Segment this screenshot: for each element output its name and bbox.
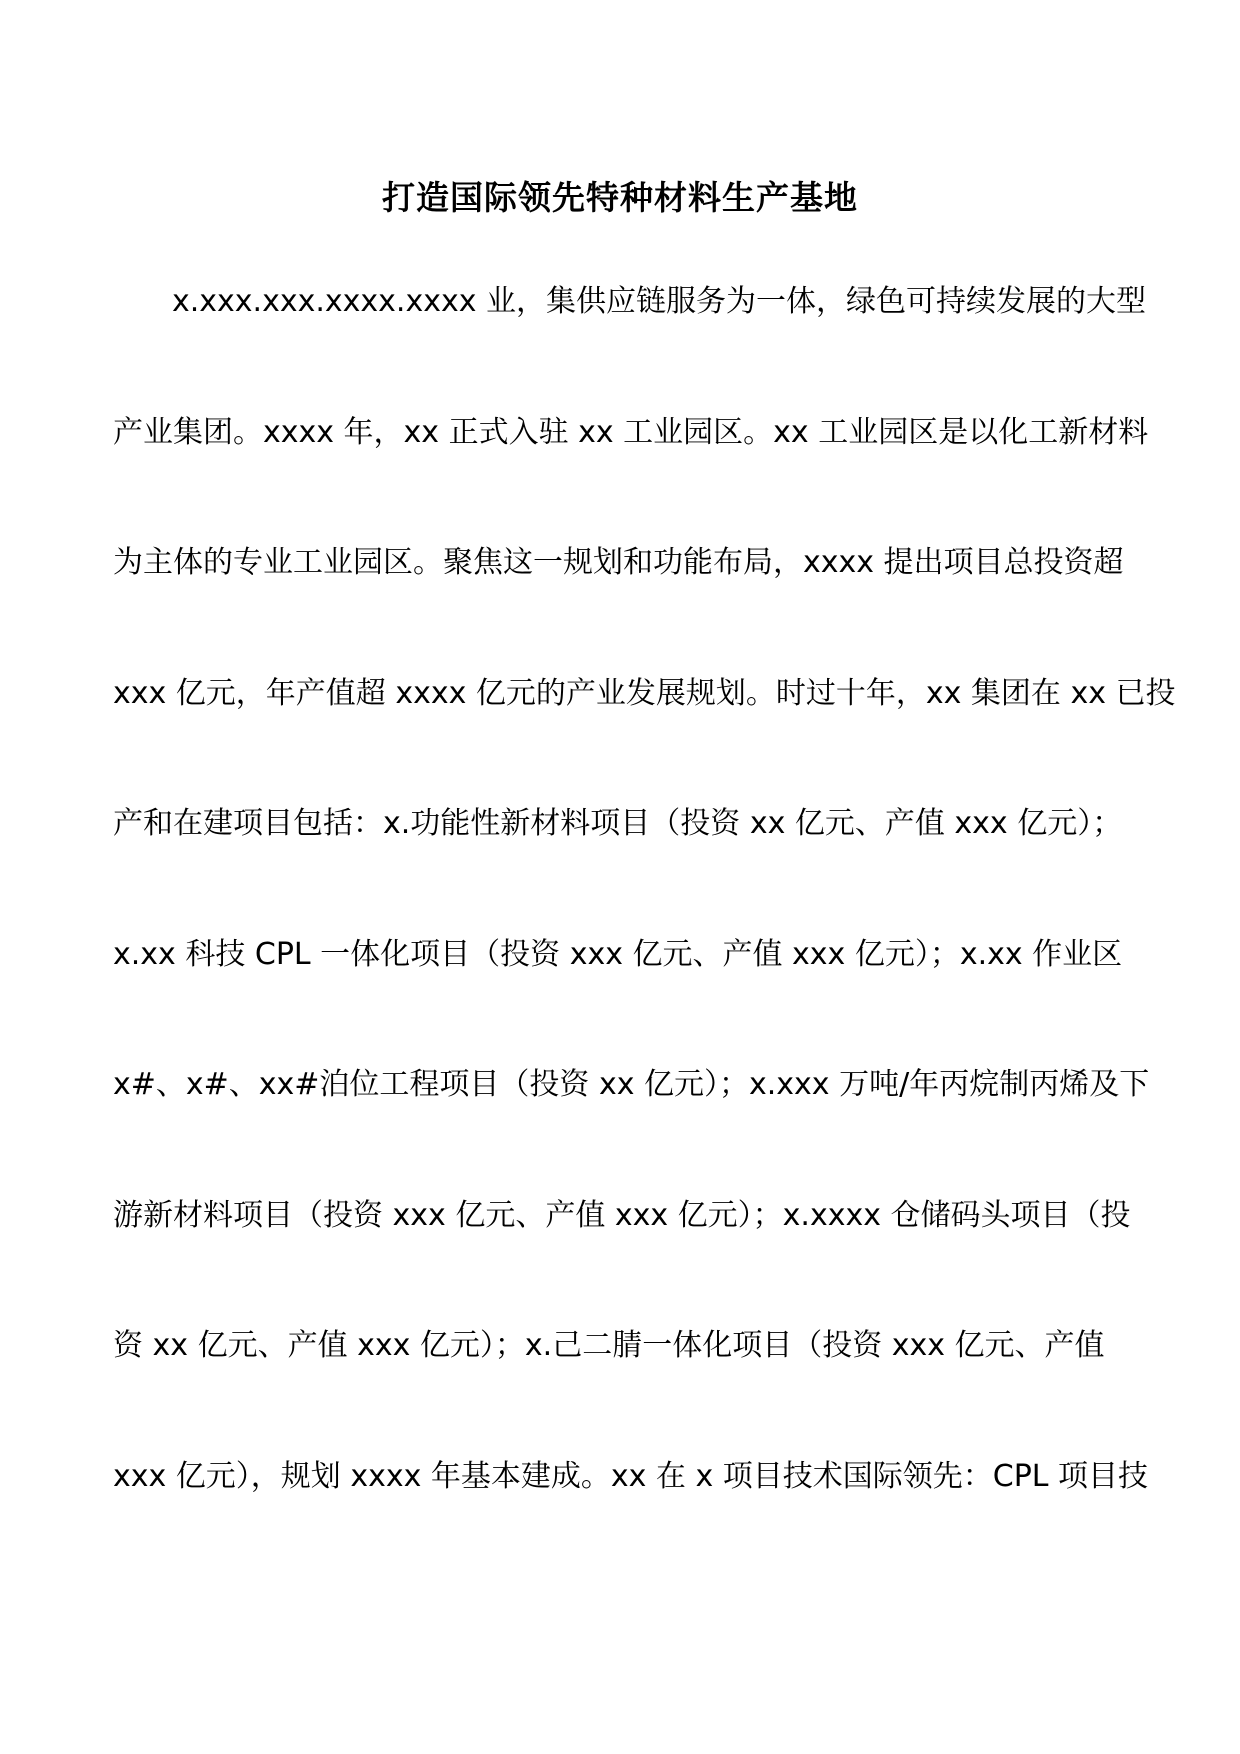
body-line: xxx 亿元），规划 xxxx 年基本建成。xx 在 x 项目技术国际领先：CPL 项目技 xyxy=(113,1458,1149,1494)
body-line: 资 xx 亿元、产值 xxx 亿元）；x.己二腈一体化项目（投资 xxx 亿元、产值 xyxy=(113,1328,1105,1363)
body-line: 游新材料项目（投资 xxx 亿元、产值 xxx 亿元）；x.xxxx 仓储码头项目（投 xyxy=(113,1197,1131,1233)
body-line: 产业集团。xxxx 年，xx 正式入驻 xx 工业园区。xx 工业园区是以化工新材料 xyxy=(113,414,1149,450)
body-line: xxx 亿元，年产值超 xxxx 亿元的产业发展规划。时过十年，xx 集团在 xx 已投 xyxy=(113,675,1176,711)
body-line: x.xx 科技 CPL 一体化项目（投资 xxx 亿元、产值 xxx 亿元）；x.xx 作业区 xyxy=(113,936,1123,972)
body-line: 为主体的专业工业园区。聚焦这一规划和功能布局，xxxx 提出项目总投资超 xyxy=(113,545,1124,580)
document-body xyxy=(113,284,1176,1592)
document-title: 打造国际领先特种材料生产基地 xyxy=(382,178,858,217)
body-line: x.xxx.xxx.xxxx.xxxx 业，集供应链服务为一体，绿色可持续发展的大型 xyxy=(172,284,1146,319)
body-line: 产和在建项目包括：x.功能性新材料项目（投资 xx 亿元、产值 xxx 亿元）； xyxy=(113,806,1123,841)
body-line: x#、x#、xx#泊位工程项目（投资 xx 亿元）；x.xxx 万吨/年丙烷制丙烯及下 xyxy=(113,1067,1150,1102)
